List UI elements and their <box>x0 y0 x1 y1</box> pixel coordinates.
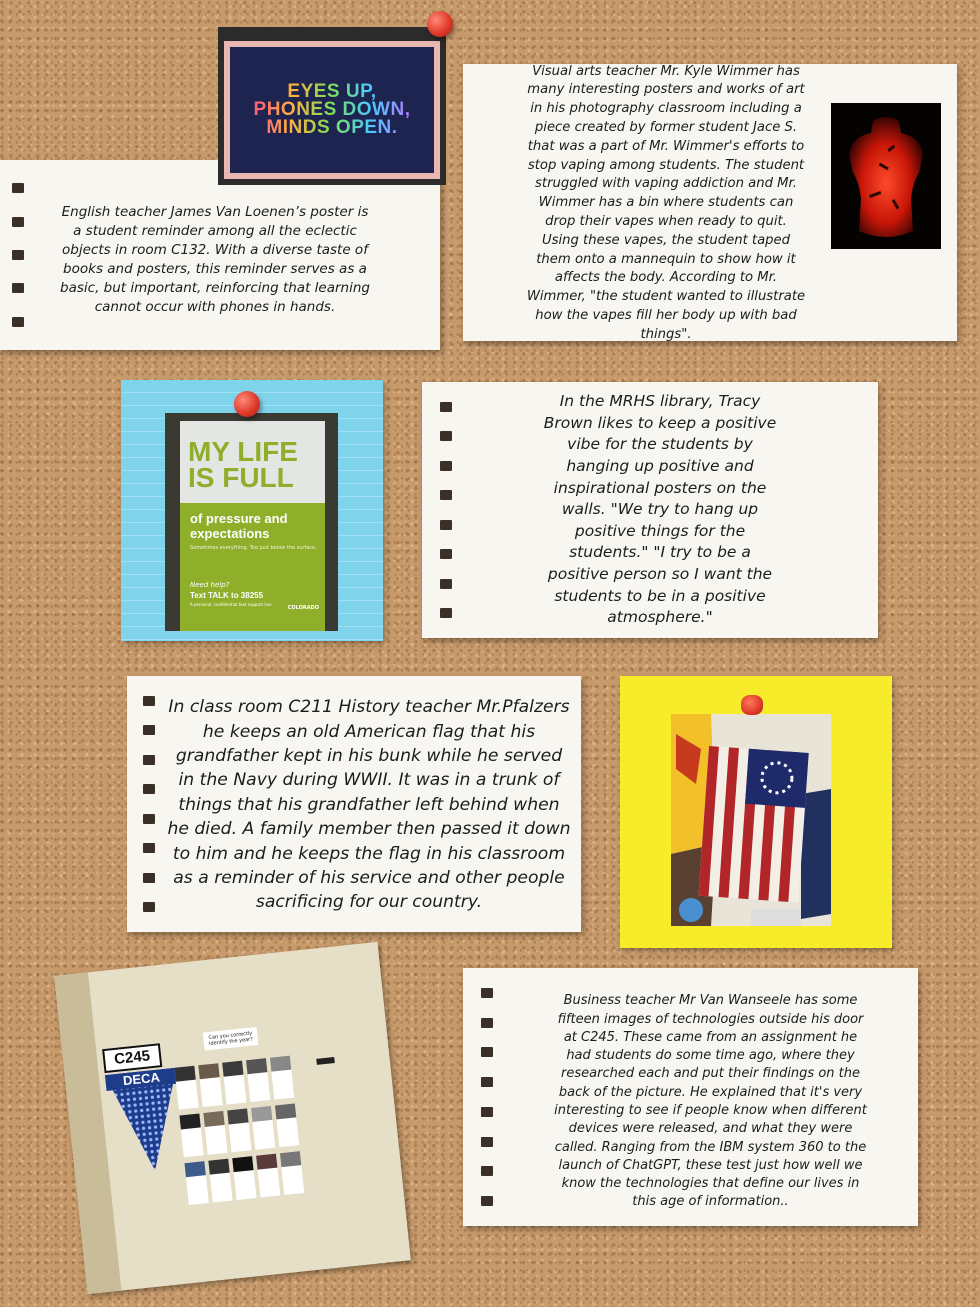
tech-card <box>208 1159 232 1203</box>
tech-card <box>275 1103 299 1147</box>
poster-photo-eyes-up <box>218 27 446 185</box>
note-pfalzers <box>127 676 581 932</box>
pushpin-icon <box>741 695 763 715</box>
binder-holes <box>143 676 155 932</box>
pushpin-icon <box>234 391 260 417</box>
poster-photo-my-life <box>165 413 338 631</box>
mannequin-photo <box>831 103 941 249</box>
note-van-loenen <box>0 160 440 350</box>
flag-illustration <box>671 714 831 926</box>
binder-holes <box>481 968 493 1226</box>
tech-card <box>270 1056 294 1100</box>
poster-help: Need help? <box>190 581 230 589</box>
poster-small: Sometimes everything. Too just below the surface. <box>190 545 317 551</box>
tech-card <box>246 1058 270 1102</box>
poster-logo: COLORADO <box>287 605 319 611</box>
caption-pfalzers: In class room C211 History teacher Mr.Pfalzers he keeps an old American flag that his grandfather kept in his bunk while he served in the Navy during WWII. It was in a trunk of things that his grandfather left behind when he died. A family member then passed it down to him and he keeps the flag in his classroom as a reminder of his service and other people sacrificing for our country. <box>167 697 571 913</box>
poster-eyes-up <box>230 47 434 173</box>
tech-cards-grid <box>174 1055 308 1205</box>
binder-holes <box>440 382 452 638</box>
note-tracy-brown <box>422 382 878 638</box>
tech-card <box>203 1111 227 1155</box>
tech-card <box>222 1061 246 1105</box>
flag-photo <box>671 714 831 926</box>
poster-my-life <box>180 421 325 631</box>
poster-headline: MY LIFE IS FULL <box>188 436 298 493</box>
poster-fine: A personal, confidential text support line. <box>190 602 273 607</box>
door-plate <box>316 1057 335 1065</box>
tech-card <box>280 1151 304 1195</box>
hallway-photo <box>54 942 411 1294</box>
tech-card <box>198 1063 222 1107</box>
tech-card <box>251 1106 275 1150</box>
deca-banner-label: DECA <box>122 1069 161 1089</box>
poster-sub: of pressure and expectations <box>190 511 288 541</box>
caption-tracy-brown: In the MRHS library, Tracy Brown likes to keep a positive vibe for the students by hanging up positive and inspirational posters on the walls. "We try to hang up positive things for the students." "I try to be a positive person so I want the students to be in a positive atmosphere." <box>543 392 777 627</box>
tech-card <box>184 1161 208 1205</box>
tech-card <box>179 1113 203 1157</box>
caption-van-wanseele: Business teacher Mr Van Wanseele has some fifteen images of technologies outside his door at C245. These came from an assignment he had students do some time ago, where they researched each and put their findings on the back of the picture. He explained that it's very interesting to see if people know when different devices were released, and what they were called. Ranging from the IBM system 360 to the launch of ChatGPT, these test just how well we know the technologies that define our lives in this age of information.. <box>554 993 867 1210</box>
poster-top-panel <box>180 421 325 503</box>
header-card: Can you correctly identify the year? <box>203 1027 259 1051</box>
tech-card <box>232 1156 256 1200</box>
binder-holes <box>12 160 24 350</box>
tech-card <box>227 1108 251 1152</box>
tech-card <box>174 1066 198 1110</box>
caption-wimmer: Visual arts teacher Mr. Kyle Wimmer has many interesting posters and works of art in his photography classroom including a piece created by former student Jace S. that was a part of Mr. Wimmer's efforts to stop vaping among students. The student struggled with vaping addiction and Mr. Wimmer has a bin where students can drop their vapes when ready to quit. Using these vapes, the student taped them onto a mannequin to show how it affects the body. According to Mr. Wimmer, "the student wanted to illustrate how the vapes fill her body up with bad things". <box>526 63 806 342</box>
american-flag <box>699 746 809 903</box>
poster-frame <box>224 41 440 179</box>
mannequin-illustration <box>831 103 941 249</box>
deca-banner <box>105 1068 187 1175</box>
poster-text: EYES UP, PHONES DOWN, MINDS OPEN. <box>253 81 411 138</box>
poster-cta: Text TALK to 38255 <box>190 591 264 600</box>
room-sign: C245 <box>102 1043 162 1073</box>
note-van-wanseele <box>463 968 918 1226</box>
pushpin-icon <box>427 11 453 37</box>
caption-van-loenen: English teacher James Van Loenen’s poster is a student reminder among all the eclectic objects in room C132. With a diverse taste of books and posters, this reminder serves as a basic, but important, reinforcing that learning cannot occur with phones in hands. <box>60 204 370 315</box>
tech-card <box>256 1154 280 1198</box>
